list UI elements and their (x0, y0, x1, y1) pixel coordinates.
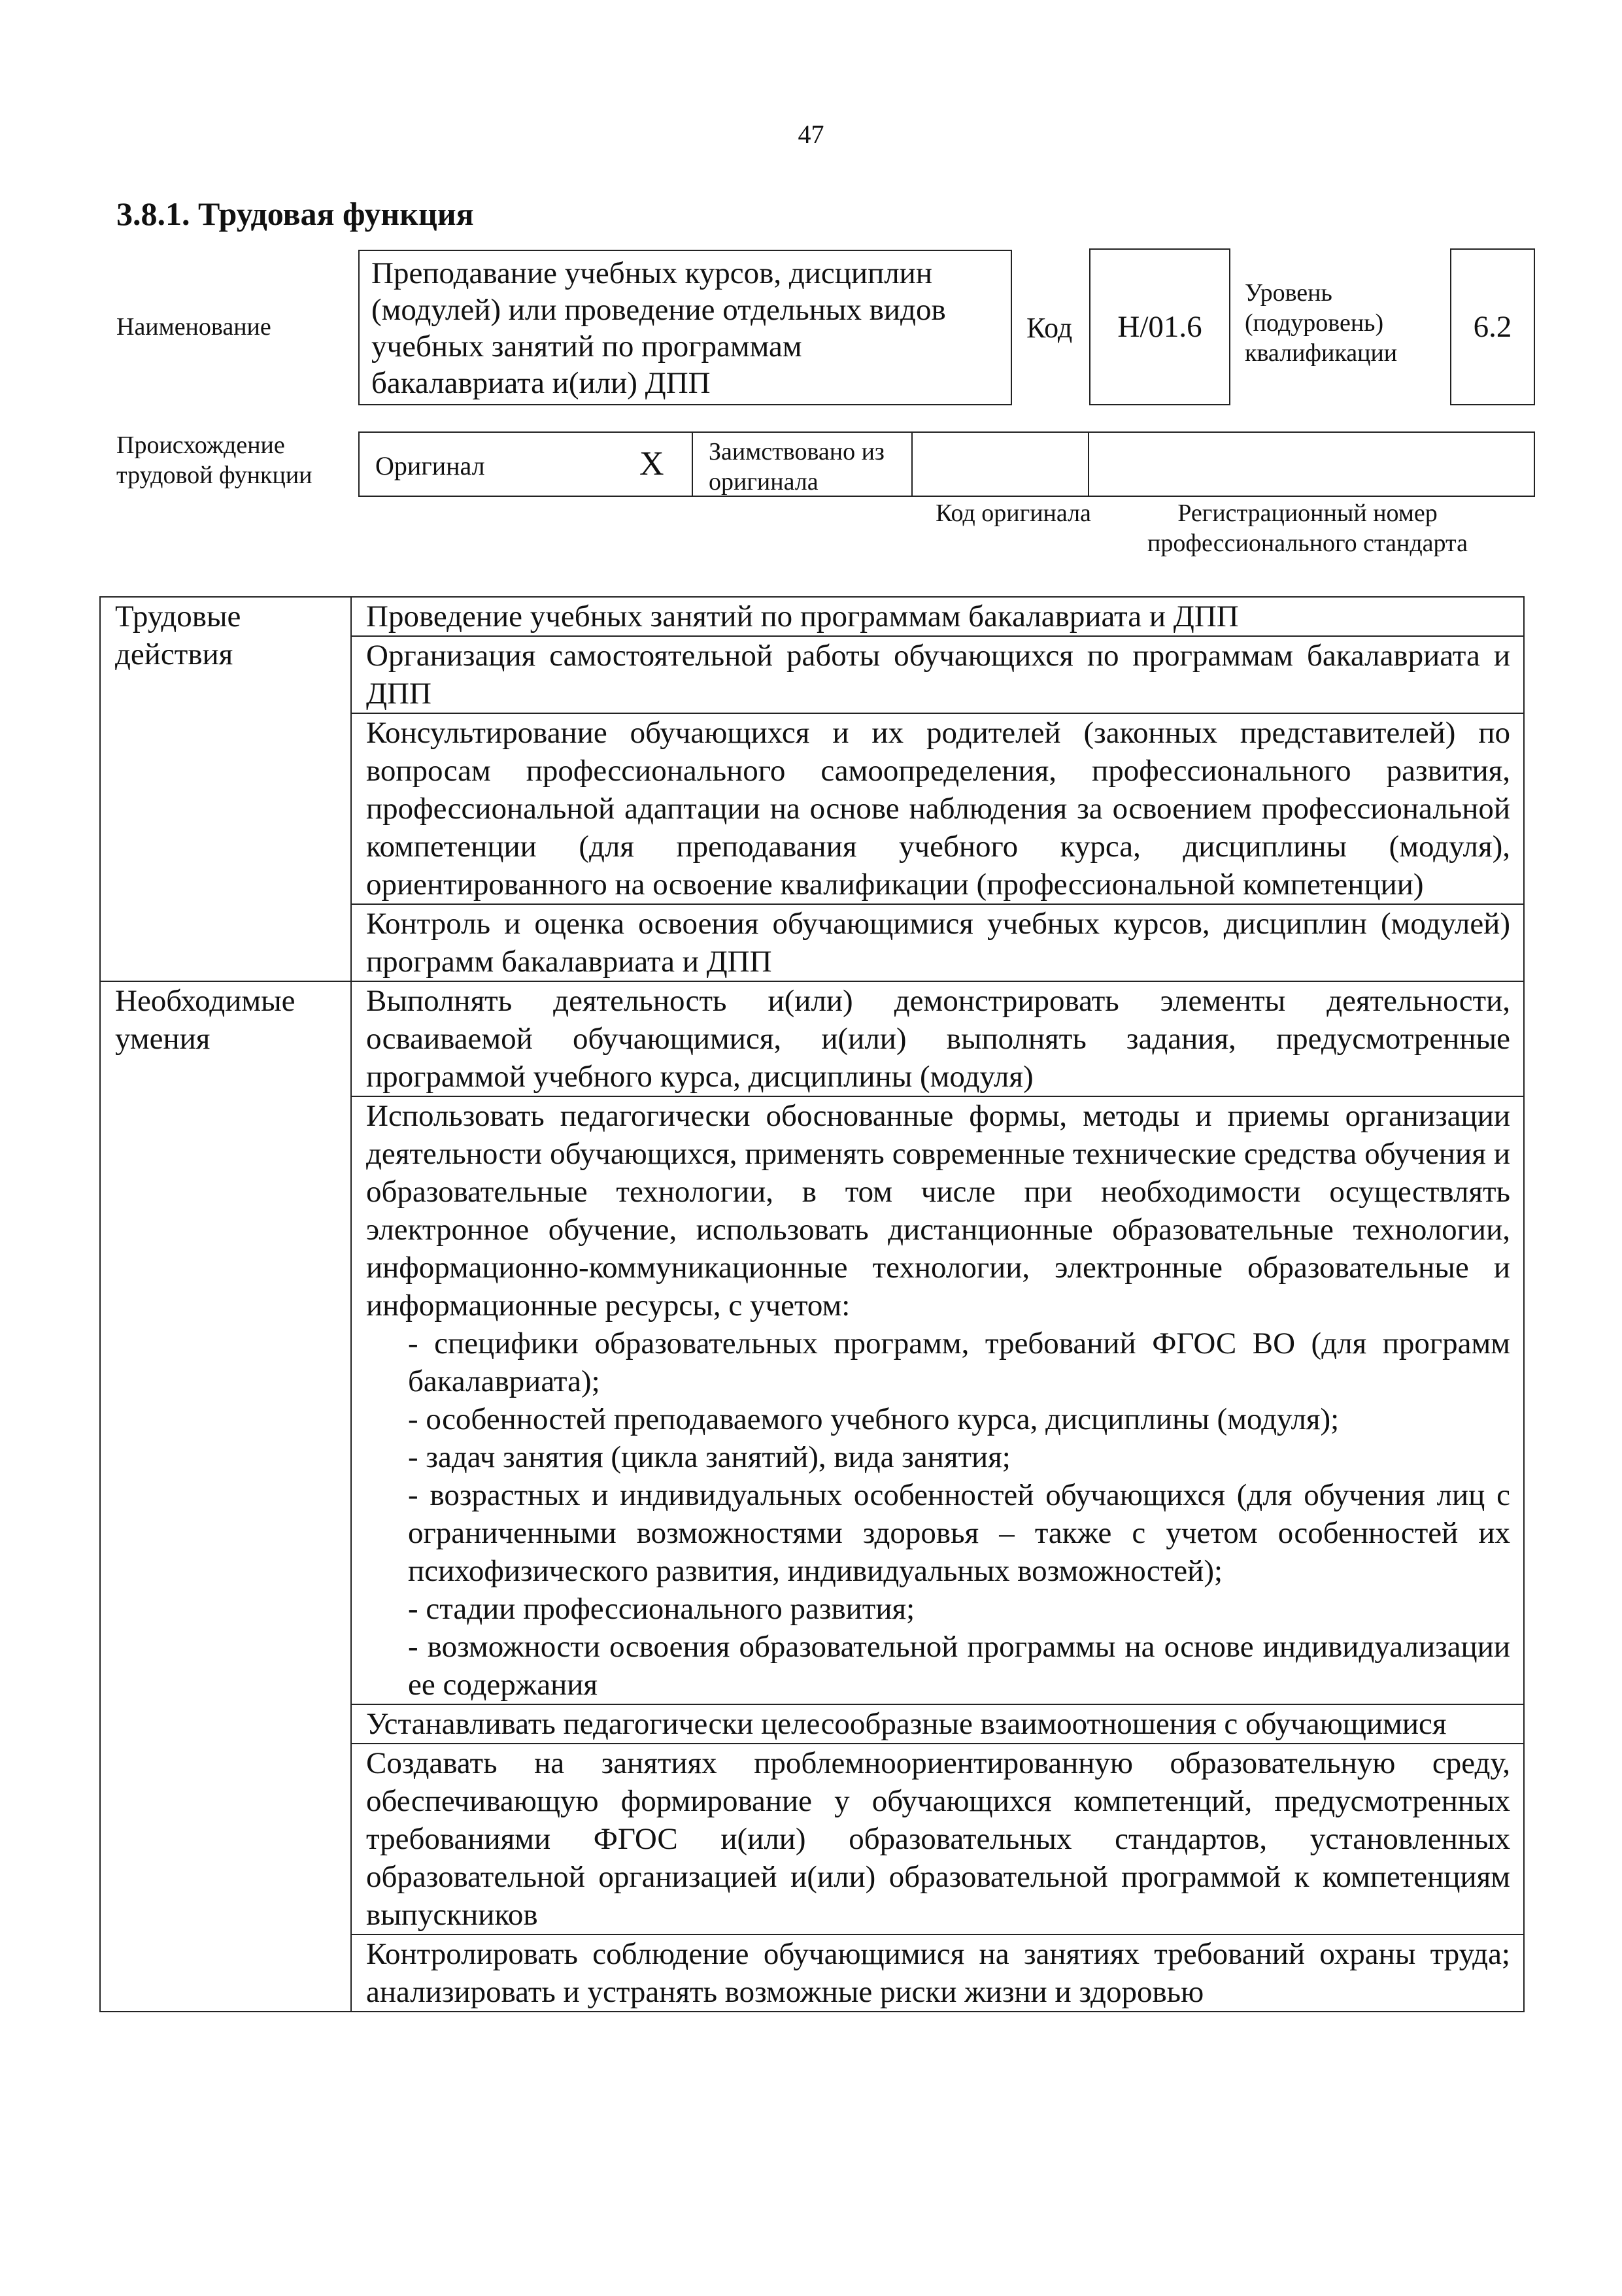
level-value-text: 6.2 (1473, 310, 1512, 344)
function-name-line: Преподавание учебных курсов, дисциплин (371, 256, 932, 290)
borrowed-cell (693, 433, 913, 496)
skill-subitem: - возрастных и индивидуальных особенностей обучающихся (для обучения лиц с ограниченными возможностями здоровья – также с учетом особенностей их психофизического развития, индивидуальных возможностей); (408, 1478, 1510, 1588)
table-row (100, 597, 1524, 636)
original-code-cell (913, 433, 1089, 496)
skill-item: Создавать на занятиях проблемноориентированную образовательную среду, обеспечивающую формирование у обучающихся компетенций, предусмотренных требованиями ФГОС и(или) образовательных стандартов, установленных образовательной организацией и(или) образовательной программой к компетенциям выпускников (351, 1744, 1524, 1934)
function-name-line: (модулей) или проведение отдельных видов (371, 293, 946, 327)
labor-action: Консультирование обучающихся и их родителей (законных представителей) по вопросам профессионального самоопределения, профессионального развития, профессиональной адаптации на основе наблюдения за освоением профессиональной компетенции (для преподавания учебного курса, дисциплины (модуля), ориентированного на освоение квалификации (профессиональной компетенции) (351, 713, 1524, 904)
skill-subitem: - особенностей преподаваемого учебного курса, дисциплины (модуля); (408, 1402, 1340, 1436)
skill-subitem: - возможности освоения образовательной программы на основе индивидуализации ее содержания (408, 1630, 1510, 1702)
section-title: 3.8.1. Трудовая функция (116, 195, 474, 232)
skill-subitem: - задач занятия (цикла занятий), вида занятия; (408, 1440, 1011, 1474)
skill-item: Контролировать соблюдение обучающимися на занятиях требований охраны труда; анализировать и устранять возможные риски жизни и здоровью (351, 1934, 1524, 2012)
skill-item (351, 1096, 1524, 1704)
origin-row (358, 431, 1535, 497)
skills-label: Необходимые умения (100, 981, 351, 2012)
function-name-box (358, 250, 1012, 405)
level-label: Уровень (подуровень) квалификации (1245, 279, 1398, 367)
code-value-text: H/01.6 (1117, 310, 1202, 344)
skill-subitem: - стадии профессионального развития; (408, 1592, 915, 1626)
function-name-line: учебных занятий по программам (371, 329, 802, 363)
code-value (1089, 248, 1230, 405)
labor-actions-label: Трудовые действия (100, 597, 351, 981)
page-number: 47 (798, 120, 824, 149)
original-cell (360, 433, 693, 496)
skill-intro: Использовать педагогически обоснованные формы, методы и приемы организации деятельности обучающихся, применять современные технические средства обучения и образовательные технологии, в том числе при необходимости осуществлять электронное обучение, использовать дистанционные образовательные технологии, информационно-коммуникационные технологии, электронные образовательные и информационные ресурсы, с учетом: (366, 1099, 1510, 1323)
labor-action: Проведение учебных занятий по программам бакалавриата и ДПП (351, 597, 1524, 636)
skill-item: Выполнять деятельность и(или) демонстрировать элементы деятельности, осваиваемой обучающимися, и(или) выполнять задания, предусмотренные программой учебного курса, дисциплины (модуля) (351, 981, 1524, 1096)
origin-label: Происхождение трудовой функции (116, 431, 313, 489)
name-label: Наименование (116, 313, 271, 341)
skill-item: Устанавливать педагогически целесообразные взаимоотношения с обучающимися (351, 1704, 1524, 1744)
function-name-line: бакалавриата и(или) ДПП (371, 366, 711, 400)
original-mark: X (639, 445, 664, 482)
code-label: Код (1026, 312, 1073, 344)
reg-number-cell (1089, 433, 1534, 496)
labor-action: Контроль и оценка освоения обучающимися учебных курсов, дисциплин (модулей) программ бакалавриата и ДПП (351, 904, 1524, 981)
borrowed-label: Заимствовано из оригинала (709, 438, 885, 496)
table-row (100, 981, 1524, 1096)
labor-action: Организация самостоятельной работы обучающихся по программам бакалавриата и ДПП (351, 636, 1524, 713)
original-label: Оригинал (375, 451, 485, 481)
function-details-table (99, 596, 1525, 2012)
skill-subitem: - специфики образовательных программ, требований ФГОС ВО (для программ бакалавриата); (408, 1326, 1510, 1398)
code-original-caption: Код оригинала (936, 499, 1091, 527)
level-value (1450, 248, 1535, 405)
reg-number-caption: Регистрационный номер профессионального стандарта (1147, 499, 1468, 557)
